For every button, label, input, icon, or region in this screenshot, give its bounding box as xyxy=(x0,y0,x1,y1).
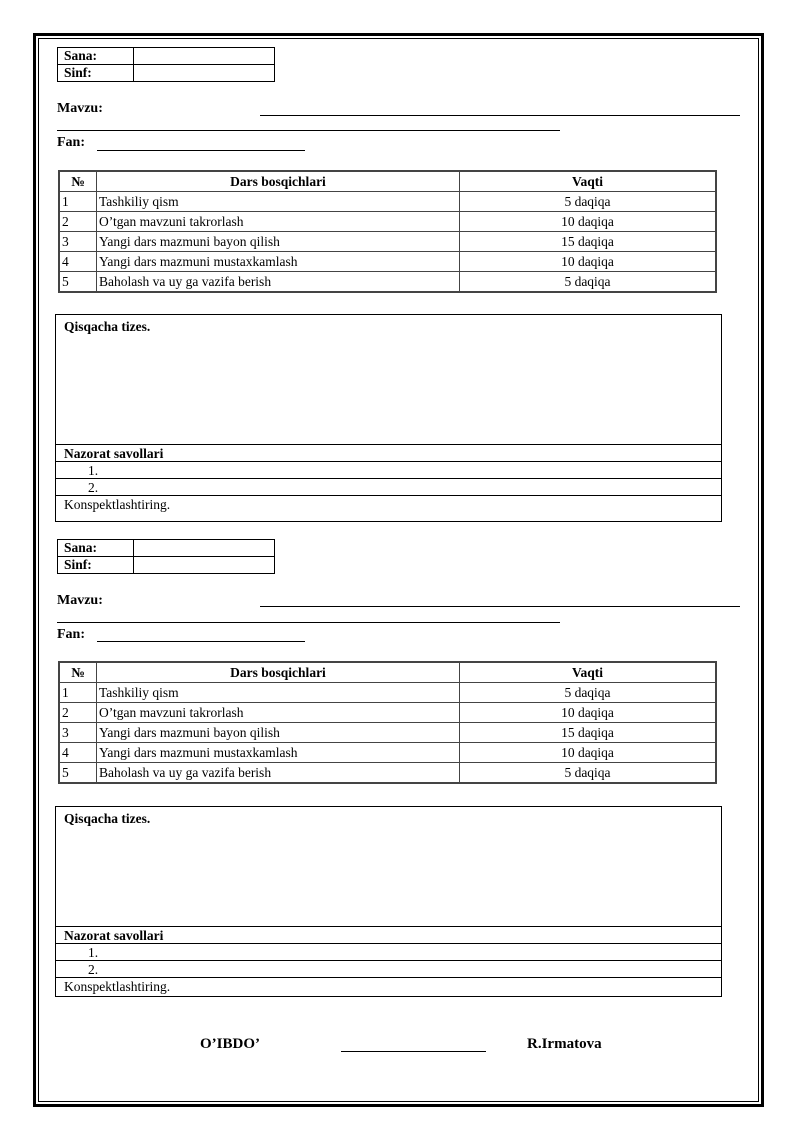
table-row xyxy=(59,723,716,743)
row-number: 4 xyxy=(59,252,97,272)
signature-line[interactable] xyxy=(341,1051,486,1052)
summary-box xyxy=(55,314,722,522)
date-class-table xyxy=(57,47,275,82)
mavzu-label: Mavzu: xyxy=(57,101,103,116)
row-number: 4 xyxy=(59,743,97,763)
sinf-field[interactable] xyxy=(134,65,275,82)
table-row xyxy=(59,743,716,763)
table-row xyxy=(59,703,716,723)
col-header-time: Vaqti xyxy=(460,662,717,683)
sana-field[interactable] xyxy=(134,540,275,557)
row-number: 2 xyxy=(59,212,97,232)
row-stage: Yangi dars mazmuni mustaxkamlash xyxy=(97,252,460,272)
sana-label: Sana: xyxy=(58,48,134,65)
row-time: 15 daqiqa xyxy=(460,723,717,743)
table-row xyxy=(59,232,716,252)
table-row xyxy=(59,272,716,293)
col-header-number: № xyxy=(59,171,97,192)
sana-label: Sana: xyxy=(58,540,134,557)
row-stage: Yangi dars mazmuni bayon qilish xyxy=(97,723,460,743)
fan-line[interactable] xyxy=(97,641,305,642)
mavzu-line-2[interactable] xyxy=(57,622,560,623)
row-stage: Baholash va uy ga vazifa berish xyxy=(97,763,460,784)
summary-label: Qisqacha tizes. xyxy=(64,319,151,334)
row-time: 10 daqiqa xyxy=(460,743,717,763)
summary-label: Qisqacha tizes. xyxy=(64,811,151,826)
table-row xyxy=(59,683,716,703)
table-row xyxy=(59,212,716,232)
row-time: 10 daqiqa xyxy=(460,212,717,232)
row-time: 5 daqiqa xyxy=(460,272,717,293)
footer-note: Konspektlashtiring. xyxy=(56,977,721,994)
fan-label: Fan: xyxy=(57,135,85,150)
sinf-label: Sinf: xyxy=(58,557,134,574)
col-header-stages: Dars bosqichlari xyxy=(97,662,460,683)
row-stage: Tashkiliy qism xyxy=(97,192,460,212)
col-header-number: № xyxy=(59,662,97,683)
signature-name: R.Irmatova xyxy=(527,1036,602,1052)
row-number: 5 xyxy=(59,763,97,784)
sana-field[interactable] xyxy=(134,48,275,65)
questions-label: Nazorat savollari xyxy=(56,444,721,461)
mavzu-label: Mavzu: xyxy=(57,593,103,608)
date-class-table xyxy=(57,539,275,574)
mavzu-line[interactable] xyxy=(260,606,740,607)
question-item[interactable]: 2. xyxy=(56,478,721,495)
signature-title: O’IBDO’ xyxy=(200,1036,260,1052)
row-number: 5 xyxy=(59,272,97,293)
row-number: 2 xyxy=(59,703,97,723)
fan-line[interactable] xyxy=(97,150,305,151)
row-stage: Tashkiliy qism xyxy=(97,683,460,703)
table-row xyxy=(59,252,716,272)
row-stage: O’tgan mavzuni takrorlash xyxy=(97,212,460,232)
table-row xyxy=(59,763,716,784)
table-row xyxy=(59,192,716,212)
col-header-stages: Dars bosqichlari xyxy=(97,171,460,192)
row-time: 10 daqiqa xyxy=(460,252,717,272)
row-number: 1 xyxy=(59,192,97,212)
row-stage: O’tgan mavzuni takrorlash xyxy=(97,703,460,723)
question-item[interactable]: 1. xyxy=(56,461,721,478)
row-stage: Yangi dars mazmuni mustaxkamlash xyxy=(97,743,460,763)
summary-box xyxy=(55,806,722,997)
row-stage: Yangi dars mazmuni bayon qilish xyxy=(97,232,460,252)
row-time: 5 daqiqa xyxy=(460,763,717,784)
lesson-plan-table xyxy=(58,661,717,784)
row-time: 5 daqiqa xyxy=(460,683,717,703)
row-number: 1 xyxy=(59,683,97,703)
questions-label: Nazorat savollari xyxy=(56,926,721,943)
mavzu-line[interactable] xyxy=(260,115,740,116)
row-stage: Baholash va uy ga vazifa berish xyxy=(97,272,460,293)
lesson-plan-table xyxy=(58,170,717,293)
row-time: 5 daqiqa xyxy=(460,192,717,212)
question-item[interactable]: 1. xyxy=(56,943,721,960)
row-time: 10 daqiqa xyxy=(460,703,717,723)
question-item[interactable]: 2. xyxy=(56,960,721,977)
sinf-label: Sinf: xyxy=(58,65,134,82)
footer-note: Konspektlashtiring. xyxy=(56,495,721,512)
col-header-time: Vaqti xyxy=(460,171,717,192)
sinf-field[interactable] xyxy=(134,557,275,574)
row-number: 3 xyxy=(59,232,97,252)
mavzu-line-2[interactable] xyxy=(57,130,560,131)
fan-label: Fan: xyxy=(57,627,85,642)
row-time: 15 daqiqa xyxy=(460,232,717,252)
row-number: 3 xyxy=(59,723,97,743)
